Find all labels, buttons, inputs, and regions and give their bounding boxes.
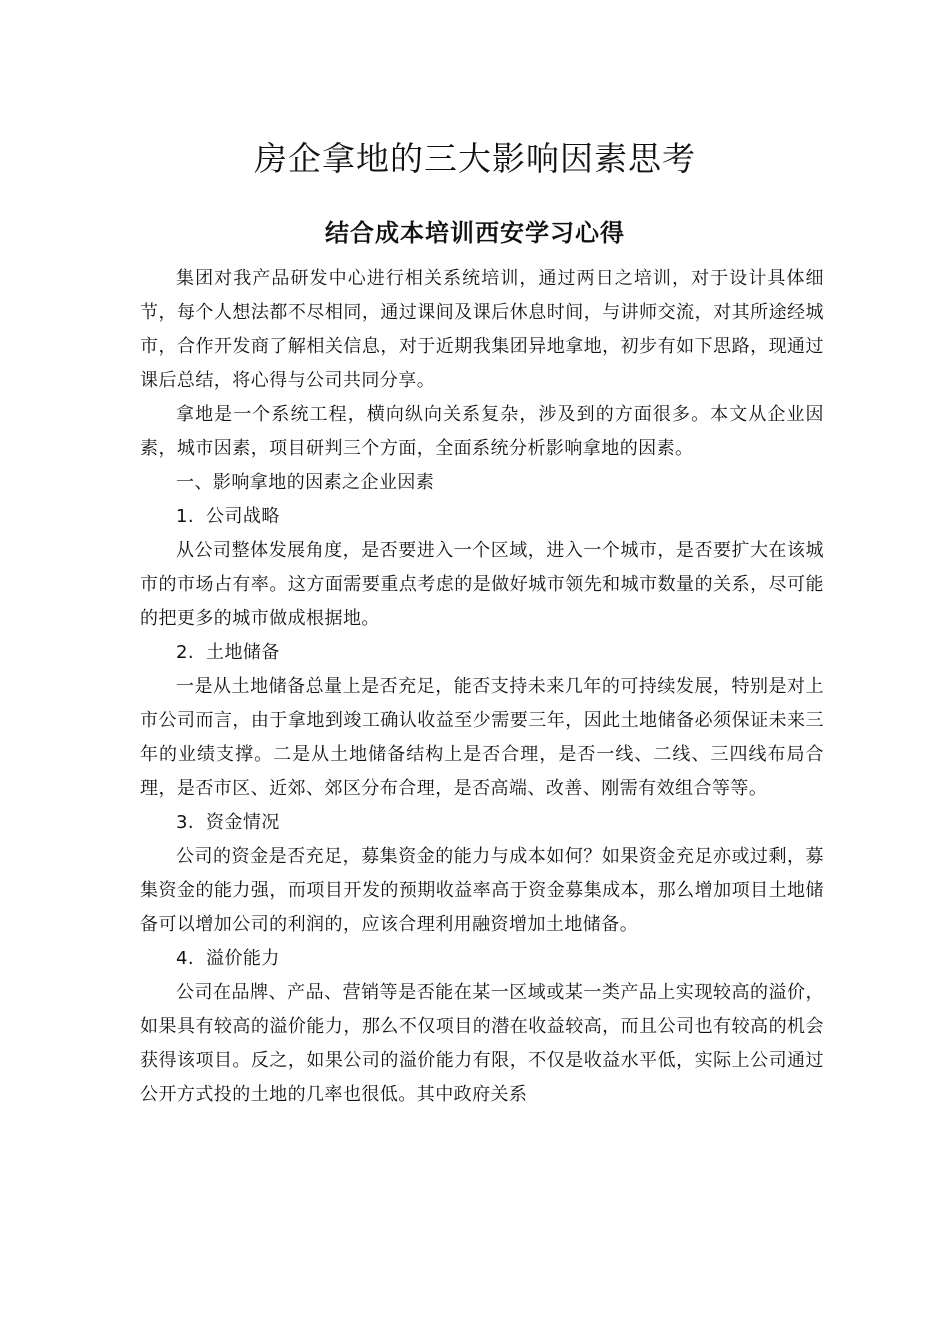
item-heading-1 — [176, 500, 824, 534]
item-heading-4 — [176, 942, 824, 976]
section-heading-enterprise: 一、影响拿地的因素之企业因素 — [176, 472, 435, 493]
item-paragraph-3: 公司的资金是否充足，募集资金的能力与成本如何？如果资金充足亦或过剩，募集资金的能力强，而项目开发的预期收益率高于资金募集成本，那么增加项目土地储备可以增加公司的利润的，应该合理利用融资增加土地储备。 — [140, 846, 824, 935]
document-body — [140, 262, 824, 1112]
item-heading-3 — [176, 806, 824, 840]
item-heading-2 — [176, 636, 824, 670]
item-heading-text: 公司战略 — [206, 506, 280, 527]
item-paragraph-1: 从公司整体发展角度，是否要进入一个区域，进入一个城市，是否要扩大在该城市的市场占有率。这方面需要重点考虑的是做好城市领先和城市数量的关系，尽可能的把更多的城市做成根据地。 — [140, 540, 824, 629]
item-number: 3. — [176, 812, 195, 833]
intro-paragraph-2: 拿地是一个系统工程，横向纵向关系复杂，涉及到的方面很多。本文从企业因素，城市因素，项目研判三个方面，全面系统分析影响拿地的因素。 — [140, 404, 824, 459]
item-paragraph-2: 一是从土地储备总量上是否充足，能否支持未来几年的可持续发展，特别是对上市公司而言，由于拿地到竣工确认收益至少需要三年，因此土地储备必须保证未来三年的业绩支撑。二是从土地储备结构上是否合理，是否一线、二线、三四线布局合理，是否市区、近郊、郊区分布合理，是否高端、改善、刚需有效组合等等。 — [140, 676, 824, 799]
item-number: 4. — [176, 948, 195, 969]
document-title: 房企拿地的三大影响因素思考 — [254, 139, 696, 178]
item-paragraph-4: 公司在品牌、产品、营销等是否能在某一区域或某一类产品上实现较高的溢价，如果具有较高的溢价能力，那么不仅项目的潜在收益较高，而且公司也有较高的机会获得该项目。反之，如果公司的溢价能力有限，不仅是收益水平低，实际上公司通过公开方式投的土地的几率也很低。其中政府关系 — [140, 982, 824, 1105]
item-heading-text: 土地储备 — [206, 642, 280, 663]
item-heading-text: 资金情况 — [206, 812, 280, 833]
item-number: 2. — [176, 642, 195, 663]
document-subtitle: 结合成本培训西安学习心得 — [325, 219, 625, 247]
intro-paragraph-1: 集团对我产品研发中心进行相关系统培训，通过两日之培训，对于设计具体细节，每个人想法都不尽相同，通过课间及课后休息时间，与讲师交流，对其所途经城市，合作开发商了解相关信息，对于近期我集团异地拿地，初步有如下思路，现通过课后总结，将心得与公司共同分享。 — [140, 268, 824, 391]
item-number: 1. — [176, 506, 195, 527]
item-heading-text: 溢价能力 — [206, 948, 280, 969]
